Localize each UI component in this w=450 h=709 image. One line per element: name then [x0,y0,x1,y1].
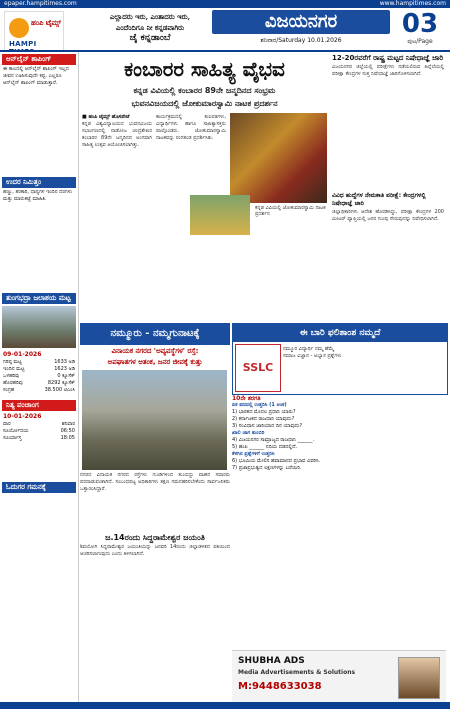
dam-row-label: ಸಂಗ್ರಹ [3,387,15,393]
local-subhead-2: ಅಪಘಾತಗಳ ಆತಂಕ, ಜನರ ಜೀವಕ್ಕೆ ಕುತ್ತು [107,358,203,366]
sidebar-heading-dam: ತುಂಗಭದ್ರಾ ಜಲಾಶಯ ಮಟ್ಟ [2,293,76,304]
bottom-bar [0,702,450,709]
logo-kannada: ಹಂಪಿ ಟೈಮ್ಸ್ [31,19,62,27]
masthead-logo [4,11,64,51]
slogan-line-3: ಜೈ ಕನ್ನಡಾಂಬೆ [129,33,171,43]
lead-headline: ಕಂಬಾರರ ಸಾಹಿತ್ಯ ವೈಭವ [124,57,285,81]
dam-row [0,380,78,387]
edition-city: ವಿಜಯನಗರ [212,10,390,34]
local-news-body [80,472,230,558]
lead-column-1 [82,114,152,314]
quiz-panel [232,395,446,647]
dam-row-label: ಹೊರಹರಿವು [3,380,23,386]
lead-photo-small [190,195,250,235]
page-number [395,10,445,46]
local-news-subhead [80,346,230,368]
panchanga-label: ವಾರ [3,421,11,427]
slogan-line-1: ಎಲ್ಲಾದರು ಇರು, ಎಂತಾದರು ಇರು, [109,12,191,21]
lead-subhead-1: ಕನ್ನಡ ವಿವಿಯಲ್ಲಿ ಕಂಬಾರರ 89ನೇ ಜನ್ಮದಿನದ ಸಂಭ್ರಮ [133,86,276,95]
sidebar-shopping-text: ಈ ಕಾಲದಲ್ಲಿ ಆನ್‌ಲೈನ್ ಶಾಪಿಂಗ್ ಇಲ್ಲದ ಜೀವನ ಊಹಿಸುವುದೇ ಕಷ್ಟ. ಎಲ್ಲರೂ ಆನ್‌ಲೈನ್ ಶಾಪಿಂಗ್ ಮಾಡುತ್ತಾರೆ. [3,66,69,86]
sslc-band: ಈ ಬಾರಿ ಫಲಿತಾಂಶ ನಮ್ಮದೆ [233,324,447,342]
quiz-heading: 10ನೇ ತರಗತಿ [232,395,261,402]
jayanti-body-text: ಶಿವಯೋಗಿ ಸಿದ್ದರಾಮೇಶ್ವರ ಜಯಂತಿಯನ್ನು ಜನವರಿ 14ರಂದು ಜಿಲ್ಲಾಡಳಿತದ ವತಿಯಿಂದ ಆಚರಿಸಲಾಗುವುದು ಎಂದು ತಿಳಿಸಲಾಗಿದೆ. [80,544,230,557]
quiz-question: 3) ಸಂವಿಧಾನ ಜಾರಿಯಾದ ದಿನ ಯಾವುದು? [232,423,303,429]
quiz-section-2: ಖಾಲಿ ಜಾಗ ತುಂಬಿರಿ [232,430,265,436]
lead-photo-drama [230,113,327,203]
edition-date: ಶನಿವಾರ/Saturday 10.01.2026 [260,37,342,44]
panchanga-value: 06:50 [60,428,75,434]
dam-row-value: 8292 ಕ್ಯೂಸೆಕ್ [47,380,75,386]
quiz-question: 4) ವಿಜಯನಗರ ಸಾಮ್ರಾಜ್ಯದ ರಾಜಧಾನಿ ______. [232,437,315,443]
dam-row-value: 1633 ಅಡಿ [54,359,75,365]
sidebar-heading-shopping: ಆನ್‌ಲೈನ್ ಶಾಪಿಂಗ್ [2,54,76,65]
sidebar-heading-market: ಉದರ ನಿಮಿತ್ತಂ [2,177,76,188]
left-sidebar [0,52,79,702]
jayanti-headline: ಜ.14ರಂದು ಸಿದ್ದರಾಮೇಶ್ವರ ಜಯಂತಿ [105,533,205,542]
dam-row [0,366,78,373]
lead-caption: ಕನ್ನಡ ವಿವಿಯಲ್ಲಿ ಜೋಕುಮಾರಸ್ವಾಮಿ ನಾಟಕ ಪ್ರದರ್ಶನ [255,205,326,217]
quiz-section-3: ಕೆಳಗಿನ ಪ್ರಶ್ನೆಗಳಿಗೆ ಉತ್ತರಿಸಿ [232,451,275,457]
ad-photo [398,657,440,699]
logo-english: HAMPI [9,40,37,48]
panchanga-row [0,421,78,428]
lead-body-2: ಕಾರ್ಯಕ್ರಮದಲ್ಲಿ ಕುಲಪತಿಗಳು, ವಿದ್ಯಾರ್ಥಿಗಳು ಹಾಗೂ ಸಾಹಿತ್ಯಾಸಕ್ತರು ಪಾಲ್ಗೊಂಡರು. ಜೋಕುಮಾರಸ್ವಾಮಿ ನಾಟಕವನ್ನು ರಂಗತಂಡ ಪ್ರದರ್ಶಿಸಿತು. [156,114,226,141]
panchanga-date: 10-01-2026 [3,413,42,420]
sidebar-market-text: ಹಣ್ಣು, ತರಕಾರಿ, ಧಾನ್ಯಗಳ ಇಂದಿನ ದರಗಳು ಮತ್ತು ಮಾರುಕಟ್ಟೆ ಮಾಹಿತಿ. [3,189,73,202]
lead-column-2 [156,114,226,189]
right-body-2: ಜಿಲ್ಲಾಧಿಕಾರಿಗಳು ಆದೇಶ ಹೊರಡಿಸಿದ್ದು, ಪರೀಕ್ಷಾ ಕೇಂದ್ರಗಳ 200 ಮೀಟರ್ ವ್ಯಾಪ್ತಿಯಲ್ಲಿ ಜನರ ಗುಂಪು ಸೇರುವುದನ್ನು ನಿಷೇಧಿಸಲಾಗಿದೆ. [332,209,444,222]
dam-photo [2,306,76,348]
quiz-question: 5) ಹಂಪಿ ______ ನದಿಯ ದಡದಲ್ಲಿದೆ. [232,444,298,450]
sslc-info-1: ನಮ್ಮೂರ ವಿದ್ಯಾರ್ಥಿ ನಮ್ಮ ಹೆಮ್ಮೆ [283,346,335,352]
quiz-question: 2) ಕರ್ನಾಟಕದ ರಾಜಧಾನಿ ಯಾವುದು? [232,416,295,422]
slogan-line-2: ಎಂದೆಂದಿಗೂ ನೀ ಕನ್ನಡವಾಗಿರು [115,23,185,32]
quiz-question: 7) ಪ್ರಜಾಪ್ರಭುತ್ವದ ಲಕ್ಷಣಗಳನ್ನು ಬರೆಯಿರಿ. [232,465,302,471]
sslc-info-2: ಸಮಾಜ ವಿಜ್ಞಾನ - ಅಭ್ಯಾಸ ಪ್ರಶ್ನೆಗಳು [283,353,342,359]
dam-row-value: 38.500 ಟಿಎಂಸಿ [44,387,75,393]
right-headline-2: ವಿವಿಧ ಹುದ್ದೆಗಳ ನೇಮಕಾತಿ ಪರೀಕ್ಷೆ: ಕೇಂದ್ರಗಳಲ್ಲಿ ನಿಷೇಧಾಜ್ಞೆ ಜಾರಿ [332,192,426,207]
sidebar-heading-readers: ಓದುಗರ ಗಮನಕ್ಕೆ [2,482,76,493]
sidebar-heading-panchanga: ನಿತ್ಯ ಪಂಚಾಂಗ [2,400,76,411]
lead-subhead-2: ಭುವನವಿಜಯದಲ್ಲಿ ಜೋಕುಮಾರಸ್ವಾಮಿ ನಾಟಕ ಪ್ರದರ್ಶನ [131,99,278,108]
masthead-slogan [95,11,205,55]
ad-subtitle: Media Advertisements & Solutions [238,669,356,676]
panchanga-row [0,435,78,442]
panchanga-label: ಸೂರ್ಯಾಸ್ತ [3,435,22,441]
lead-subhead [82,84,327,112]
dam-row [0,373,78,380]
ad-phone: M:9448633038 [238,681,322,692]
local-news-band: ನಮ್ಮೂರು - ನಮ್ಮಗುನಾಟಕ್ಕೆ [80,323,230,345]
right-body-1: ವಿಜಯನಗರ ಜಿಲ್ಲೆಯಲ್ಲಿ ಪರೀಕ್ಷೆಗಳು ನಡೆಯಲಿರುವ ಹಿನ್ನೆಲೆಯಲ್ಲಿ ಪರೀಕ್ಷಾ ಕೇಂದ್ರಗಳ ಸುತ್ತ ನಿಷೇಧಾಜ್ಞೆ ಜಾರಿಗೊಳಿಸಲಾಗಿದೆ. [332,64,444,77]
local-subhead-1: ವಿನಾಯಕ ನಗರದ 'ಅವ್ಯವಸ್ಥೆಗಳ' ರಸ್ತೆ: [111,347,199,355]
site-url[interactable]: www.hampitimes.com [379,0,446,7]
dam-row-label: ಒಳಹರಿವು [3,373,20,379]
local-body-text: ನಗರದ ವಿನಾಯಕ ನಗರದ ರಸ್ತೆಗಳು ಗುಂಡಿಗಳಿಂದ ತುಂಬಿದ್ದು ವಾಹನ ಸವಾರರು ಪರದಾಡುವಂತಾಗಿದೆ. ಸಂಬಂಧಪಟ್ಟ ಅಧಿಕಾರಿಗಳು ತಕ್ಷಣ ಗಮನಹರಿಸಬೇಕೆಂದು ಸಾರ್ವಜನಿಕರು ಒತ್ತಾಯಿಸಿದ್ದಾರೆ. [80,472,230,492]
sun-logo-icon [9,18,29,38]
dam-row [0,359,78,366]
top-bar [0,0,450,8]
quiz-question: 6) ಭೂಮಿಯ ಮೇಲಿನ ಹವಾಮಾನದ ಪ್ರಭಾವ ವಿವರಿಸಿ. [232,458,321,464]
panchanga-row [0,428,78,435]
dam-row-value: 0 ಕ್ಯೂಸೆಕ್ [57,373,75,379]
ad-title: SHUBHA ADS [238,656,305,666]
quiz-section-1: ಏಕ ಪದದಲ್ಲಿ ಉತ್ತರಿಸಿ (1 ಅಂಕ) [232,402,287,408]
epaper-url[interactable]: epaper.hampitimes.com [4,0,77,7]
dam-date: 09-01-2026 [3,351,42,358]
panchanga-value: ಶನಿವಾರ [61,421,75,427]
page-number-label: ಪುಟ/Page [407,38,433,45]
right-headline-1: 12-20ರವರೆಗೆ ರಾಷ್ಟ್ರ ಮಟ್ಟದ ನಿಷೇಧಾಜ್ಞೆ ಜಾರಿ [332,54,444,62]
lead-byline: ■ ಹಂಪಿ ಟೈಮ್ಸ್ ಹೊಸಪೇಟೆ [82,114,130,120]
panchanga-label: ಸೂರ್ಯೋದಯ [3,428,29,434]
dam-row [0,387,78,394]
advertisement[interactable] [232,650,446,703]
dam-row-value: 1623 ಅಡಿ [54,366,75,372]
quiz-question: 1) ಭಾರತದ ಮೊದಲ ಪ್ರಧಾನಿ ಯಾರು? [232,409,296,415]
sslc-logo: SSLC [235,344,281,392]
page-number-value: 03 [401,9,439,39]
dam-row-label: ಇಂದಿನ ಮಟ್ಟ [3,366,25,372]
lead-body-1: ಕನ್ನಡ ವಿಶ್ವವಿದ್ಯಾಲಯದ ಭುವನವಿಜಯ ಸಭಾಂಗಣದಲ್ಲಿ ನಾಡೋಜ ಚಂದ್ರಶೇಖರ ಕಂಬಾರರ 89ನೇ ಜನ್ಮದಿನದ ಅಂಗವಾಗಿ ಸಾಹಿತ್ಯ ಉತ್ಸವ ಆಯೋಜಿಸಲಾಗಿತ್ತು. [82,121,152,148]
sslc-info [283,346,443,360]
local-news-photo [82,370,227,470]
panchanga-value: 18:05 [60,435,75,441]
sslc-box [232,323,448,395]
dam-row-label: ಗರಿಷ್ಠ ಮಟ್ಟ [3,359,22,365]
